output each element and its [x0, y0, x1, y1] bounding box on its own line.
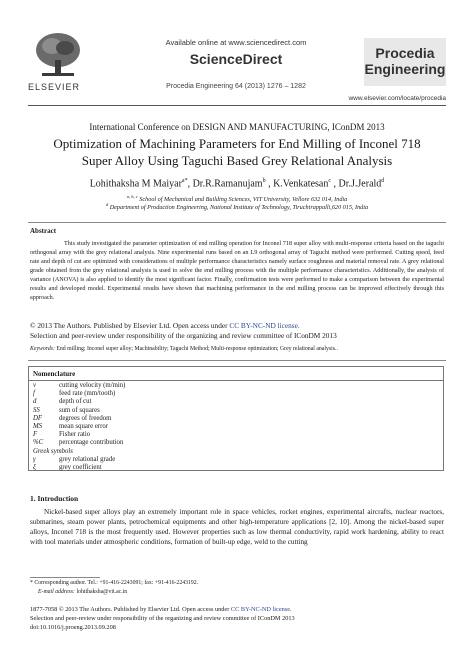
- nomenclature-symbol: v: [33, 382, 37, 389]
- footer-doi[interactable]: doi:10.1016/j.proeng.2013.09.208: [30, 624, 116, 631]
- email-address[interactable]: lohithaksha@vit.ac.in: [76, 589, 128, 595]
- nomenclature-description: grey coefficient: [59, 464, 102, 472]
- available-online-text: Available online at www.sciencedirect.com: [165, 38, 307, 47]
- nomenclature-description: depth of cut: [59, 398, 92, 406]
- nomenclature-symbol: F: [33, 431, 38, 439]
- journal-name-line1: Procedia: [375, 45, 435, 61]
- nomenclature-description: Fisher ratio: [59, 431, 91, 439]
- author-1-sup: a*: [181, 178, 188, 184]
- nomenclature-description: mean square error: [59, 423, 109, 431]
- copyright-text: © 2013 The Authors. Published by Elsevier Ltd. Open access under: [30, 321, 230, 330]
- nomenclature-row: [33, 431, 433, 439]
- footnote-rule: [30, 577, 100, 578]
- nomenclature-description: percentage contribution: [59, 439, 124, 447]
- nomenclature-description: feed rate (mm/tooth): [59, 390, 116, 398]
- abstract-heading: Abstract: [30, 227, 57, 235]
- publisher-name: ELSEVIER: [28, 82, 81, 92]
- authors-line: [20, 178, 454, 189]
- journal-name-line2: Engineering: [364, 61, 446, 77]
- journal-logo: [364, 38, 446, 86]
- citation-line: Procedia Engineering 64 (2013) 1276 – 1282: [166, 83, 306, 90]
- conference-line: International Conference on DESIGN AND MANUFACTURING, IConDM 2013: [89, 122, 385, 132]
- email-label: E-mail address:: [38, 589, 75, 595]
- nomenclature-list: [33, 382, 433, 472]
- elsevier-tree-icon: [32, 30, 84, 80]
- affiliation-2-text: Department of Production Engineering, National Institute of Technology, Tiruchirappalli,620 015, India: [109, 204, 369, 212]
- nomenclature-row: [33, 439, 433, 447]
- nomenclature-heading-rule: [29, 380, 443, 381]
- nomenclature-symbol: d: [33, 398, 37, 406]
- nomenclature-symbol: DF: [33, 414, 43, 422]
- corresponding-author-note: * Corresponding author. Tel.: +91-416-2243091; fax: +91-416-2243192.: [30, 580, 199, 586]
- nomenclature-row: [33, 382, 433, 390]
- nomenclature-row: [33, 464, 433, 472]
- email-line: [38, 589, 438, 595]
- greek-symbols-heading: Greek symbols: [33, 447, 73, 455]
- abstract-top-rule: [28, 222, 446, 223]
- nomenclature-row: [33, 407, 433, 415]
- nomenclature-heading: Nomenclature: [33, 370, 76, 378]
- selection-line: Selection and peer-review under responsibility of the organizing and review committee of IConDM 2013: [30, 331, 337, 340]
- nomenclature-box: [28, 366, 444, 471]
- keywords-label: Keywords:: [30, 346, 55, 352]
- nomenclature-symbol: %C: [33, 439, 44, 447]
- introduction-body: Nickel-based super alloys play an extremely important role in space vehicles, rocket engines, experimental aircrafts, nuclear reactors, submarines, steam power plants, petrochemical equipments and other high-temperature applications [2, 10]. Among the nickel-based super alloys, Inconel 718 is the most frequently used. However properties such as low thermal conductivity, rapid work hardening, ability to react with tool materials under atmospheric conditions, formation of built-up edge, weld to the cutting: [30, 508, 444, 546]
- footer-selection-line: Selection and peer-review under responsibility of the organizing and review committee of IConDM 2013: [30, 615, 295, 622]
- paper-title-line1: Optimization of Machining Parameters for End Milling of Inconel 718: [53, 136, 421, 151]
- journal-url[interactable]: www.elsevier.com/locate/procedia: [348, 95, 446, 102]
- author-4: , Dr.J.Jerald: [331, 178, 382, 190]
- header-rule: [28, 105, 446, 106]
- introduction-heading: 1. Introduction: [30, 494, 79, 503]
- nomenclature-symbol: MS: [33, 423, 43, 431]
- elsevier-logo: [32, 30, 84, 80]
- nomenclature-description: degrees of freedom: [59, 414, 112, 422]
- sciencedirect-logo: ScienceDirect: [189, 51, 283, 67]
- nomenclature-row: [33, 390, 433, 398]
- affiliation-1-sup: a, b, c: [126, 194, 138, 199]
- author-2: , Dr.R.Ramanujam: [187, 178, 263, 190]
- author-4-sup: d: [381, 178, 385, 184]
- author-3-sup: c: [328, 178, 332, 184]
- nomenclature-row: [33, 456, 433, 464]
- paper-title-line2: Super Alloy Using Taguchi Based Grey Relational Analysis: [81, 153, 393, 168]
- footer-copyright: 1877-7058 © 2013 The Authors. Published by Elsevier Ltd. Open access under: [30, 606, 231, 613]
- nomenclature-description: grey relational grade: [59, 455, 116, 463]
- nomenclature-symbol: γ: [33, 455, 36, 463]
- abstract-bottom-rule: [28, 360, 446, 361]
- nomenclature-row: [33, 398, 433, 406]
- affiliation-2-sup: d: [105, 202, 109, 207]
- nomenclature-symbol: ξ: [33, 464, 36, 472]
- nomenclature-symbol: SS: [33, 406, 40, 414]
- nomenclature-description: cutting velocity (m/min): [59, 382, 126, 389]
- affiliation-2: [20, 202, 454, 211]
- keywords-text: End milling; Inconel super alloy; Machinability; Taguchi Method; Multi-response optimization; Grey relational analysis..: [56, 346, 338, 352]
- footer-license-link[interactable]: CC BY-NC-ND license.: [230, 606, 292, 613]
- affiliation-1-text: School of Mechanical and Building Sciences, VIT University, Vellore 632 014, India: [139, 196, 348, 204]
- footer-issn-line: [30, 606, 444, 613]
- abstract-body: This study investigated the parameter optimization of end milling operation for Inconel 718 super alloy with multi-response criteria based on the taguchi orthogonal array with the grey relational analysis. Nine experimental runs based on an L9 orthogonal array of Taguchi method were performed. Cutting speed, feed rate and depth of cut are optimized with considerations of multiple performance characteristics namely surface roughness and material removal rate. A grey relational grade obtained from the grey relational analysis is used to solve the end milling process with the multiple performance characteristics. Additionally, the analysis of variance (ANOVA) is also applied to identify the most significant factor. Finally, confirmation tests were performed to make a comparison between the experimental results and developed model. Experimental results have shown that machining performance in the end milling process can be improved effectively through this approach.: [30, 240, 444, 301]
- copyright-line: [30, 321, 444, 330]
- nomenclature-symbol: f: [33, 390, 35, 398]
- author-1: Lohithaksha M Maiyar: [89, 178, 182, 190]
- author-2-sup: b: [262, 178, 266, 184]
- nomenclature-description: sum of squares: [59, 406, 100, 414]
- nomenclature-row: [33, 415, 433, 423]
- author-3: , K.Venkatesan: [265, 178, 329, 190]
- license-link[interactable]: CC BY-NC-ND license.: [229, 321, 300, 330]
- nomenclature-row: [33, 423, 433, 431]
- keywords-line: [30, 346, 444, 352]
